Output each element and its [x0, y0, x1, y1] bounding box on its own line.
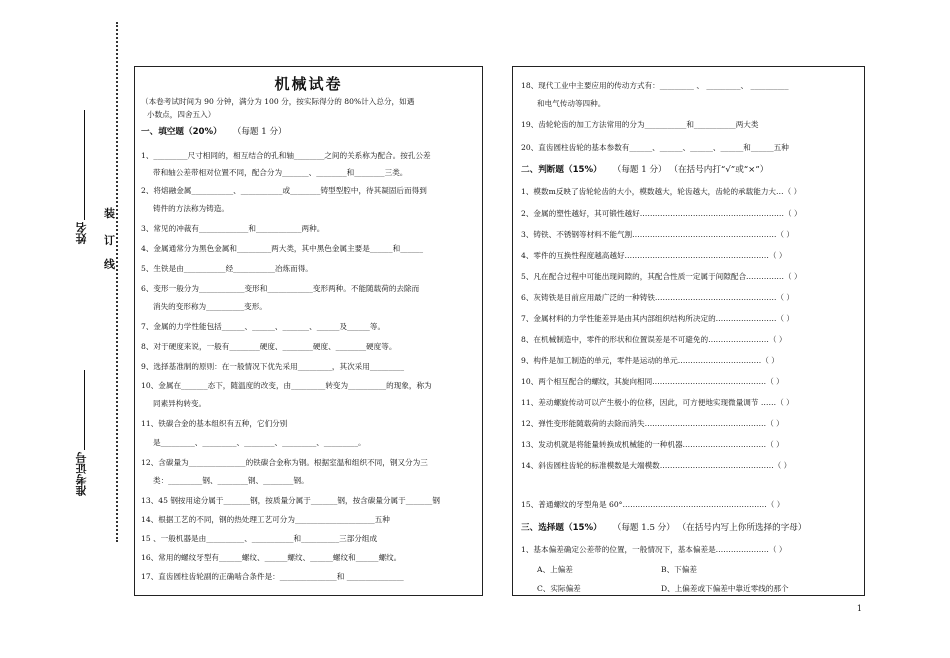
section-note: （每题 1.5 分） （在括号内写上你所选择的字母）: [612, 523, 807, 533]
id-underline: [84, 370, 85, 450]
seal-char-ding: 订: [104, 234, 115, 247]
judge-line: 5、凡在配合过程中可能出现间隙的，其配合性质一定属于间隙配合……………（ ）: [521, 272, 802, 281]
question-line: 1、_________尺寸相同的，相互结合的孔和轴________之间的关系称为配合。按孔公差: [141, 151, 431, 160]
judge-line: 7、金属材料的力学性能差异是由其内部组织结构所决定的……………………（ ）: [521, 314, 795, 323]
judge-line: 15、普通螺纹的牙型角是 60°…………………………………………………（ ）: [521, 500, 785, 509]
intro-line: 小数点，四舍五入）: [147, 110, 216, 119]
question-line: 18、现代工业中主要应用的传动方式有：_________ 、 _________、 __________: [521, 81, 789, 90]
section-note: （每题 1 分）: [232, 127, 287, 137]
judge-line: 1、模数m反映了齿轮轮齿的大小，模数越大，轮齿越大，齿轮的承载能力大…（ ）: [521, 187, 802, 196]
question-line: 7、金属的力学性能包括______、______、_______、______及______等。: [141, 322, 386, 331]
seal-char-zhuang: 装: [104, 207, 115, 220]
right-exam-panel: [512, 66, 865, 596]
section-title: 二、判断题（15%）: [521, 165, 602, 175]
judge-line: 11、差动螺旋传动可以产生极小的位移，因此，可方便地实现微量调节 ……（ ）: [521, 398, 794, 407]
question-line: 和电气传动等四种。: [537, 99, 606, 108]
question-line: 17、直齿圆柱齿轮副的正确啮合条件是：_______________和 _______________: [141, 572, 404, 581]
question-line: 带和轴公差带相对位置不同，配合分为_______、________和________三类。: [153, 168, 408, 177]
left-exam-panel: [134, 66, 483, 596]
question-line: 20、直齿圆柱齿轮的基本参数有______、______、______、______和______五种: [521, 143, 789, 152]
choice-option: A、上偏差: [537, 565, 573, 574]
judge-line: 14、斜齿圆柱齿轮的标准模数是大端模数………………………………………（ ）: [521, 461, 792, 470]
question-line: 10、金属在_______态下，随温度的改变，由_________转变为__________的现象，称为: [141, 381, 432, 390]
question-line: 铸件的方法称为铸造。: [153, 204, 229, 213]
section-heading: [521, 165, 768, 175]
id-label: 准考证号: [75, 452, 88, 496]
judge-line: 6、灰铸铁是目前应用最广泛的一种铸铁…………………………………………（ ）: [521, 293, 795, 302]
section-heading: [521, 523, 806, 533]
judge-line: 8、在机械制造中，零件的形状和位置误差是不可避免的……………………（ ）: [521, 335, 787, 344]
question-line: 13、45 钢按用途分属于_______钢，按质量分属于_______钢，按含碳量分属于_______钢: [141, 496, 440, 505]
judge-line: 10、两个相互配合的螺纹，其旋向相同………………………………………（ ）: [521, 377, 784, 386]
question-line: 11、铁碳合金的基本组织有五种，它们分别: [141, 419, 288, 428]
question-line: 14、根据工艺的不同，钢的热处理工艺可分为_____________________五种: [141, 515, 390, 524]
question-line: 5、生铁是由___________经___________冶炼而得。: [141, 264, 313, 273]
name-label: 姓名: [75, 222, 88, 244]
page-number: 1: [856, 604, 862, 613]
choice-question: 1、基本偏差确定公差带的位置，一般情况下，基本偏差是…………………（ ）: [521, 545, 787, 554]
question-line: 是_________、_________、________、_________、_________。: [153, 438, 366, 447]
question-line: 9、选择基准制的原则：在一般情况下优先采用_________，其次采用_________: [141, 362, 405, 371]
section-note: （每题 1 分） （在括号内打“√”或“×”）: [612, 165, 769, 175]
question-line: 16、常用的螺纹牙型有______螺纹、______螺纹、______螺纹和______螺纹。: [141, 553, 402, 562]
question-line: 消失的变形称为__________变形。: [153, 302, 267, 311]
judge-line: 4、零件的互换性程度越高越好…………………………………………………（ ）: [521, 251, 787, 260]
judge-line: 13、发动机就是将能量转换成机械能的一种机器……………………………（ ）: [521, 440, 784, 449]
exam-title: 机械试卷: [274, 75, 343, 93]
question-line: 8、对于硬度来说，一般有________硬度、________硬度、________硬度等。: [141, 342, 397, 351]
binding-dotted-line: [116, 22, 118, 542]
section-heading: [141, 127, 287, 137]
intro-line: （本卷考试时间为 90 分钟，满分为 100 分，按实际得分的 80%计入总分，如遇: [141, 97, 415, 106]
question-line: 2、将熔融金属___________、___________或________铸型型腔中，待其凝固后而得到: [141, 186, 427, 195]
judge-line: 12、弹性变形能随载荷的去除而消失…………………………………………（ ）: [521, 419, 784, 428]
judge-line: 2、金属的塑性越好，其可锻性越好…………………………………………………（ ）: [521, 209, 802, 218]
choice-option: D、上偏差或下偏差中靠近零线的那个: [661, 584, 789, 593]
question-line: 6、变形一般分为____________变形和____________变形两种。不能随载荷的去除而: [141, 284, 420, 293]
binding-margin: [0, 0, 128, 658]
judge-line: 9、构件是加工制造的单元，零件是运动的单元……………………………（ ）: [521, 356, 779, 365]
question-line: 4、金属通常分为黑色金属和_________两大类，其中黑色金属主要是______和______: [141, 244, 424, 253]
question-line: 类：_________钢、________钢、________钢。: [153, 476, 309, 485]
name-underline: [84, 110, 85, 220]
question-line: 同素异构转变。: [153, 399, 207, 408]
question-line: 15 、一般机器是由__________、___________和__________三部分组成: [141, 534, 378, 543]
section-title: 三、选择题（15%）: [521, 523, 602, 533]
question-line: 19、齿轮轮齿的加工方法常用的分为___________和___________两大类: [521, 120, 759, 129]
section-title: 一、填空题（20%）: [141, 127, 222, 137]
judge-line: 3、铸铁、不锈钢等材料不能气割…………………………………………………（ ）: [521, 230, 795, 239]
seal-char-xian: 线: [104, 258, 115, 271]
choice-option: B、下偏差: [661, 565, 697, 574]
choice-option: C、实际偏差: [537, 584, 581, 593]
question-line: 3、常见的冲裁有_____________和____________两种。: [141, 224, 325, 233]
question-line: 12、含碳量为_______________的铁碳合金称为钢。根据室温和组织不同，钢又分为三: [141, 458, 428, 467]
